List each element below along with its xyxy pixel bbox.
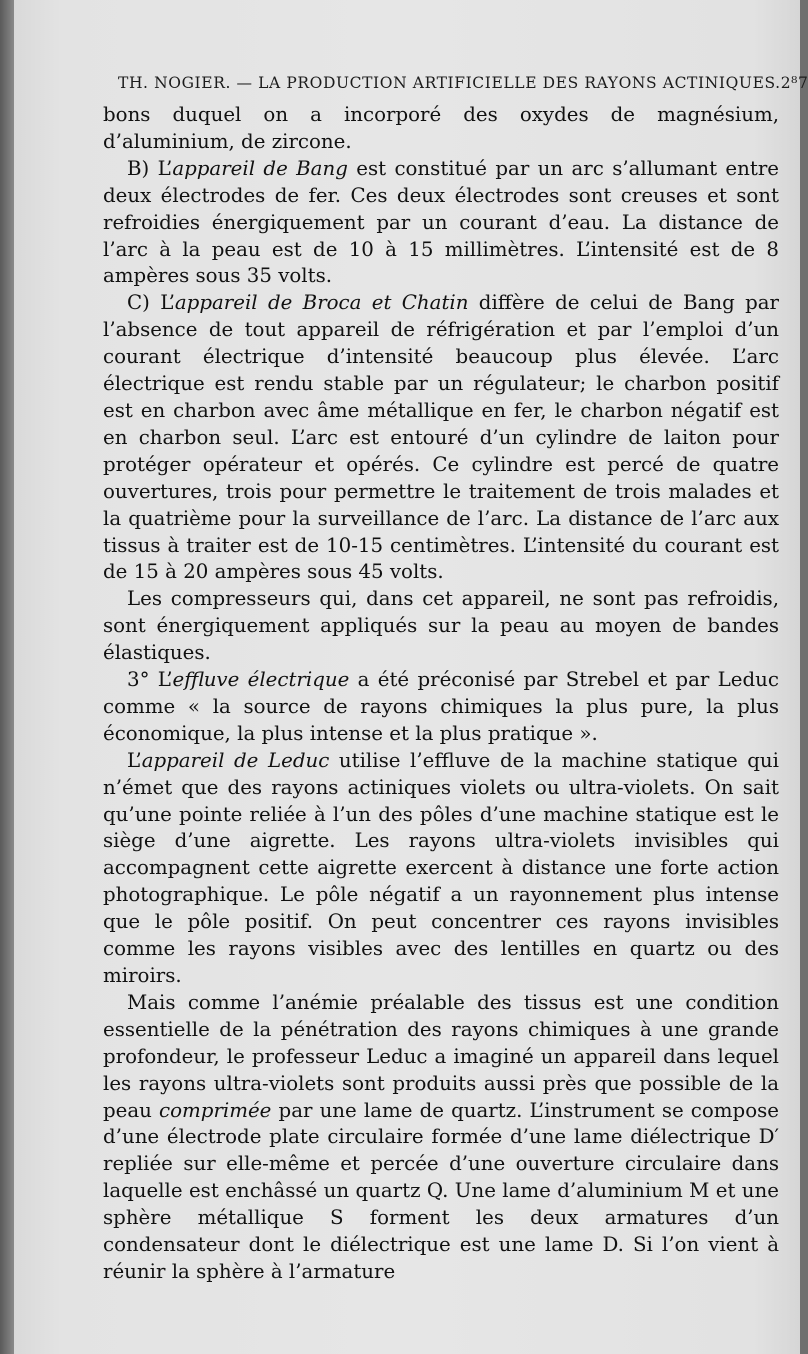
paragraph-continuation	[103, 102, 779, 156]
paragraph-text: bons duquel on a incorporé des oxydes de magnésium, d’aluminium, de zircone.	[103, 103, 779, 153]
book-page	[14, 0, 808, 1354]
paragraph-broca-chatin	[103, 290, 779, 586]
running-header	[118, 74, 808, 92]
paragraph-text: est constitué par un arc s’allumant entre deux électrodes de fer. Ces deux électrodes sont creuses et sont refroidies énergiquement par un courant d’eau. La distance de l’arc à la peau est de 10 à 15 millimètres. L’intensité est de 8 ampères sous 35 volts.	[103, 156, 779, 288]
running-title: TH. NOGIER. — LA PRODUCTION ARTIFICIELLE DES RAYONS ACTINIQUES.	[118, 74, 781, 92]
body-text	[103, 102, 779, 1286]
italic-term: comprimée	[159, 1098, 272, 1122]
italic-term: effluve électrique	[172, 668, 350, 692]
paragraph-bang	[103, 156, 779, 291]
paragraph-effluve	[103, 667, 779, 748]
paragraph-text: 3° L’	[127, 668, 173, 692]
italic-term: appareil de Leduc	[141, 748, 330, 772]
paragraph-text: C) L’	[127, 291, 175, 315]
paragraph-leduc	[103, 748, 779, 990]
paragraph-text: L’	[127, 748, 142, 772]
page-number: 2⁸7	[780, 74, 808, 92]
paragraph-text: B) L’	[127, 156, 173, 180]
paragraph-text: Mais comme l’anémie préalable des tissus est une condition essentielle de la pénétration des rayons chimiques à une grande profondeur, le professeur Leduc a imaginé un appareil dans lequel les rayons ultra-violets sont produits aussi près que possible de la peau	[103, 990, 779, 1122]
paragraph-text: Les compresseurs qui, dans cet appareil, ne sont pas refroidis, sont énergiquement appliqués sur la peau au moyen de bandes élastiques.	[103, 587, 779, 665]
paragraph-text: diffère de celui de Bang par l’absence de tout appareil de réfrigération et par l’emploi d’un courant électrique d’intensité beaucoup plus élevée. L’arc électrique est rendu stable par un régulateur; le charbon positif est en charbon avec âme métallique en fer, le charbon négatif est en charbon seul. L’arc est entouré d’un cylindre de laiton pour protéger opérateur et opérés. Ce cylindre est percé de quatre ouvertures, trois pour permettre le traitement de trois malades et la quatrième pour la surveillance de l’arc. La distance de l’arc aux tissus à traiter est de 10-15 centimètres. L’intensité du courant est de 15 à 20 ampères sous 45 volts.	[103, 291, 779, 584]
paragraph-compresseurs	[103, 586, 779, 667]
paragraph-text: utilise l’effluve de la machine statique qui n’émet que des rayons actiniques violets ou ultra-violets. On sait qu’une pointe reliée à l’un des pôles d’une machine statique est le siège d’une aigrette. Les rayons ultra-violets invisibles qui accompagnent cette aigrette exercent à distance une forte action photographique. Le pôle négatif a un rayonnement plus intense que le pôle positif. On peut concentrer ces rayons invisibles comme les rayons visibles avec des lentilles en quartz ou des miroirs.	[103, 748, 779, 987]
paragraph-text: par une lame de quartz. L’instrument se compose d’une électrode plate circulaire formée d’une lame diélectrique D′ repliée sur elle-même et percée d’une ouverture circulaire dans laquelle est enchâssé un quartz Q. Une lame d’aluminium M et une sphère métallique S forment les deux armatures d’un condensateur dont le diélectrique est une lame D. Si l’on vient à réunir la sphère à l’armature	[103, 1098, 779, 1283]
scan-left-edge	[0, 0, 14, 1354]
paragraph-anemie	[103, 990, 779, 1286]
paragraph-text: a été préconisé par Strebel et par Leduc comme « la source de rayons chimiques la plus pure, la plus économique, la plus intense et la plus pratique ».	[103, 668, 779, 745]
italic-term: appareil de Bang	[172, 156, 348, 180]
italic-term: appareil de Broca et Chatin	[174, 291, 469, 315]
